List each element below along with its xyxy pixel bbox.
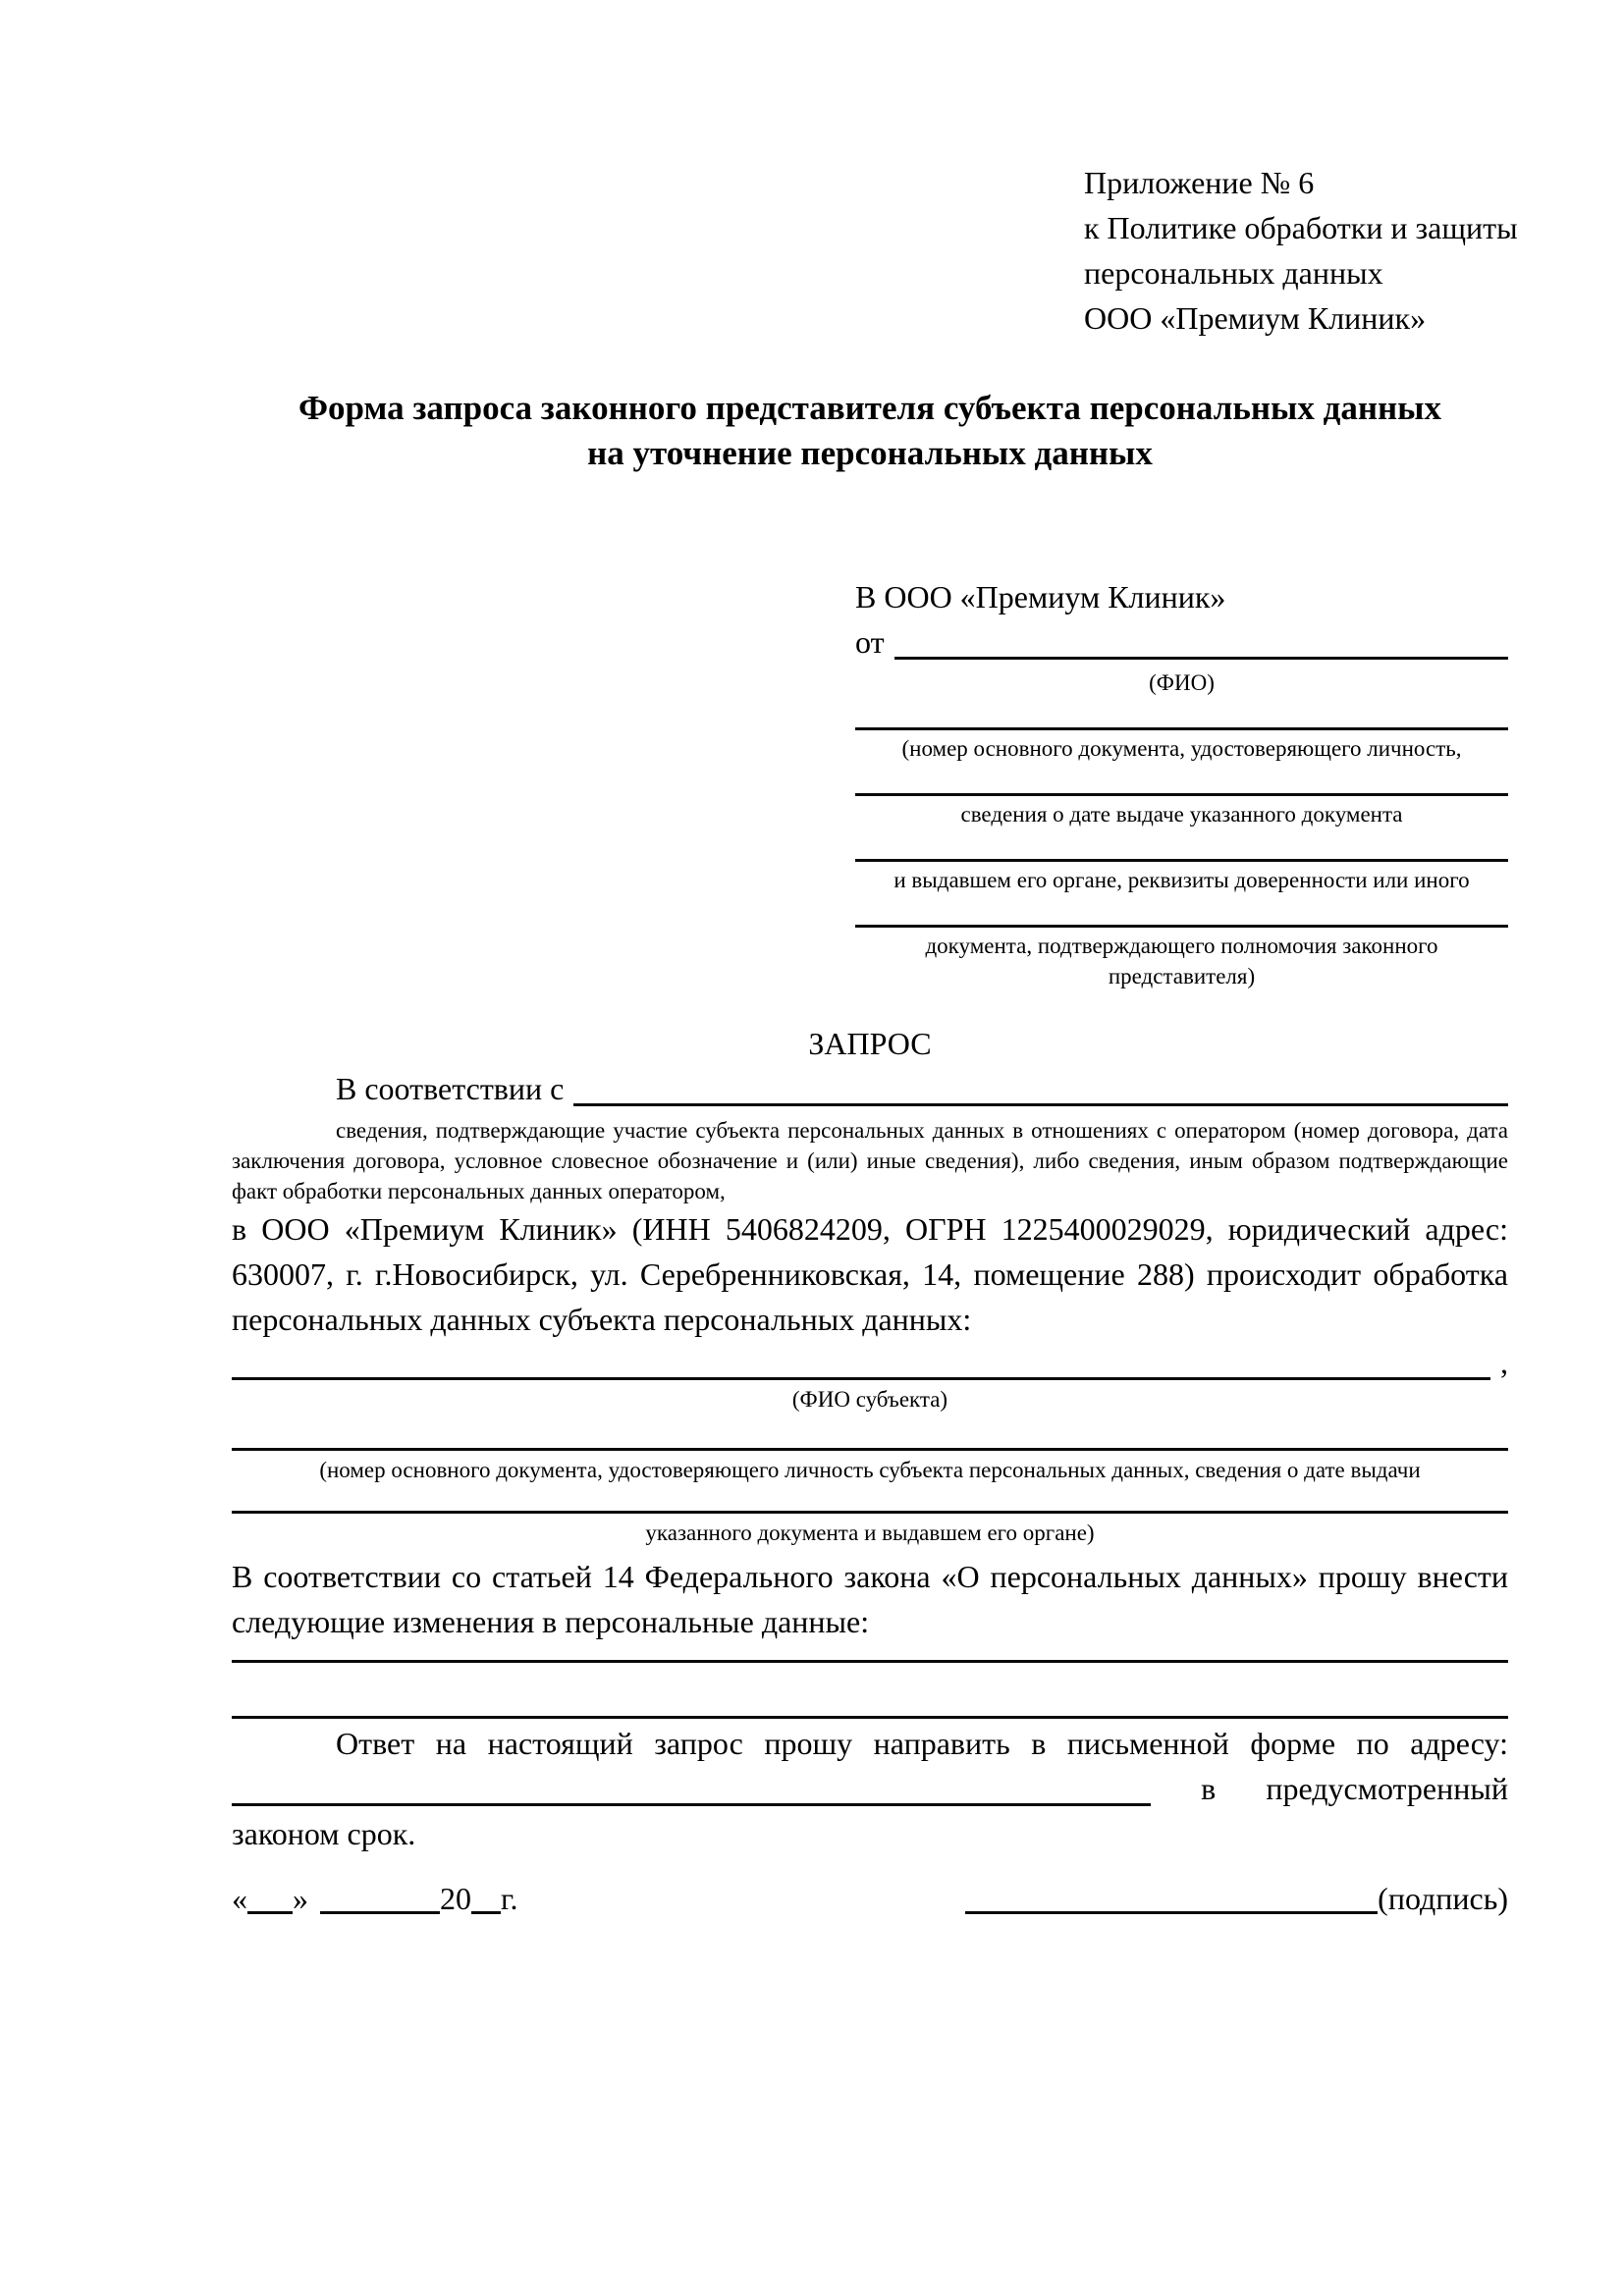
caption-document-4: документа, подтверждающего полномочия законного представителя) [925,934,1438,988]
accordance-row [232,1066,1508,1111]
blank-field-year [471,1882,501,1914]
blank-field-subject-document-2 [232,1511,1508,1514]
appendix-line: персональных данных [1084,255,1383,291]
year-prefix: 20 [440,1881,471,1916]
addressee-organization: В ООО «Премиум Клиник» [855,579,1226,614]
signature-group [965,1876,1508,1921]
accordance-label: В соответствии с [336,1071,565,1106]
blank-field-accordance [573,1066,1508,1106]
caption-fio: (ФИО) [1149,670,1215,695]
response-in: в [1201,1771,1217,1806]
appendix-line: Приложение № 6 [1084,165,1315,200]
appendix-line: ООО «Премиум Клиник» [1084,300,1427,336]
date-group [232,1876,518,1921]
blank-field-representative-document-2 [855,793,1508,796]
caption-subject-document-1: (номер основного документа, удостоверяющего личность субъекта персональных данных, сведения о дате выдачи [319,1458,1421,1482]
blank-field-day [247,1882,293,1914]
from-row [855,619,1508,665]
caption-document-3: и выдавшем его органе, реквизиты доверенности или иного [893,868,1470,892]
response-paragraph: Ответ на настоящий запрос прошу направить в письменной форме по адресу: [336,1726,1508,1761]
paragraph-indent [232,1066,336,1111]
addressee-block [855,574,1508,991]
blank-field-month [320,1882,440,1914]
caption-document-2: сведения о дате выдаче указанного документа [960,802,1403,827]
response-address-row [232,1766,1508,1811]
from-label: от [855,624,885,660]
blank-field-subject-fio [232,1345,1508,1380]
caption-subject-document-2: указанного документа и выдавшем его органе) [645,1521,1095,1545]
appendix-block [1084,160,1518,341]
blank-field-changes-2 [232,1716,1508,1719]
date-signature-row [232,1876,1508,1921]
year-suffix: г. [501,1881,518,1916]
appendix-line: к Политике обработки и защиты [1084,210,1518,245]
blank-field-representative-fio [894,619,1508,660]
blank-field-representative-document-3 [855,859,1508,862]
accordance-footnote: сведения, подтверждающие участие субъекта персональных данных в отношениях с оператором (номер договора, дата заключения договора, условное словесное обозначение и (или) иные сведения), либо сведения, иным образом подтверждающие факт обработки персональных данных оператором, [232,1118,1508,1203]
quote-close: » [293,1881,308,1916]
caption-subject-fio: (ФИО субъекта) [791,1387,948,1412]
response-word: предусмотренный [1266,1771,1508,1806]
response-tail: законом срок. [232,1816,416,1851]
blank-field-changes-1 [232,1660,1508,1663]
document-title-line: на уточнение персональных данных [587,434,1153,472]
article-paragraph: В соответствии со статьей 14 Федерального закона «О персональных данных» прошу внести следующие изменения в персональные данные: [232,1559,1508,1639]
document-title-line: Форма запроса законного представителя субъекта персональных данных [298,389,1441,427]
quote-open: « [232,1881,247,1916]
document-title [232,386,1508,476]
caption-document-1: (номер основного документа, удостоверяющего личность, [901,736,1462,761]
blank-field-subject-document-1 [232,1448,1508,1451]
blank-field-representative-document-1 [855,727,1508,730]
trailing-comma: , [1500,1345,1508,1380]
request-heading: ЗАПРОС [808,1026,932,1061]
blank-field-signature [965,1882,1378,1914]
blank-field-representative-document-4 [855,925,1508,928]
operator-paragraph: в ООО «Премиум Клиник» (ИНН 5406824209, ОГРН 1225400029029, юридический адрес: 630007, г. г.Новосибирск, ул. Серебренниковская, 14, помещение 288) происходит обработка персональных данных субъекта персональных данных: [232,1211,1508,1337]
signature-caption: (подпись) [1378,1881,1508,1916]
blank-field-address [232,1766,1151,1806]
